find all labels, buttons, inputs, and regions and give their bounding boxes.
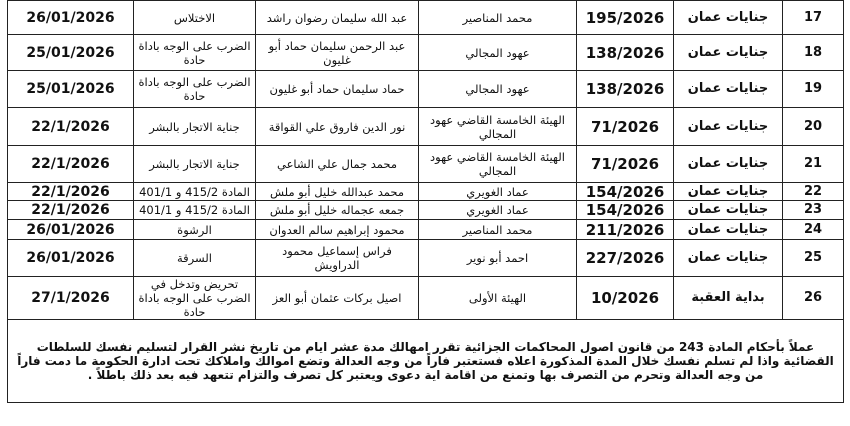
judge-panel: محمد المناصير xyxy=(419,220,577,240)
decision-date: 25/01/2026 xyxy=(8,71,134,108)
court-name: جنايات عمان xyxy=(674,35,783,71)
row-number: 25 xyxy=(783,240,844,277)
legal-notice-text: عملاً بأحكام المادة 243 من قانون اصول المحاكمات الجزائية تقرر امهالك مدة عشر ايام من تاريخ نشر القرار لتسليم نفسك للسلطات القضائية واذا لم تسلم نفسك خلال المدة المذكورة اعلاه فستعتبر فاراً من وجه العدالة وتضع اموالك واملاكك تحت ادارة الحكومة ما دمت فاراً من وجه العدالة وتحرم من التصرف بها وتمنع من اقامة اية دعوى ويعتبر كل تصرف والتزام تتعهد فيه بعد ذلك باطلاً . xyxy=(8,320,844,403)
table-row xyxy=(8,183,844,201)
decision-date: 22/1/2026 xyxy=(8,108,134,146)
table-body xyxy=(8,1,844,320)
defendant-name: محمد عبدالله خليل أبو ملش xyxy=(256,183,419,201)
table-row xyxy=(8,35,844,71)
judge-panel: محمد المناصير xyxy=(419,1,577,35)
row-number: 24 xyxy=(783,220,844,240)
defendant-name: حماد سليمان حماد أبو غليون xyxy=(256,71,419,108)
case-number: 211/2026 xyxy=(577,220,674,240)
decision-date: 26/01/2026 xyxy=(8,1,134,35)
judge-panel: عماد الغويري xyxy=(419,201,577,220)
charge-text: الاختلاس xyxy=(134,1,256,35)
row-number: 18 xyxy=(783,35,844,71)
judge-panel: احمد أبو نوير xyxy=(419,240,577,277)
decision-date: 25/01/2026 xyxy=(8,35,134,71)
court-name: بداية العقبة xyxy=(674,277,783,320)
decision-date: 27/1/2026 xyxy=(8,277,134,320)
defendant-name: محمد جمال علي الشاعي xyxy=(256,146,419,183)
judge-panel: الهيئة الخامسة القاضي عهود المجالي xyxy=(419,146,577,183)
defendant-name: فراس إسماعيل محمود الدراويش xyxy=(256,240,419,277)
court-name: جنايات عمان xyxy=(674,201,783,220)
court-name: جنايات عمان xyxy=(674,71,783,108)
table-row xyxy=(8,146,844,183)
charge-text: تحريض وتدخل في الضرب على الوجه باداة حادة xyxy=(134,277,256,320)
table-row xyxy=(8,108,844,146)
case-number: 195/2026 xyxy=(577,1,674,35)
judge-panel: عهود المجالي xyxy=(419,71,577,108)
charge-text: الرشوة xyxy=(134,220,256,240)
court-name: جنايات عمان xyxy=(674,146,783,183)
defendant-name: محمود إبراهيم سالم العدوان xyxy=(256,220,419,240)
table-row xyxy=(8,277,844,320)
case-number: 138/2026 xyxy=(577,71,674,108)
defendant-name: جمعه عجماله خليل أبو ملش xyxy=(256,201,419,220)
case-number: 71/2026 xyxy=(577,146,674,183)
decision-date: 22/1/2026 xyxy=(8,183,134,201)
row-number: 20 xyxy=(783,108,844,146)
table-row xyxy=(8,240,844,277)
row-number: 23 xyxy=(783,201,844,220)
charge-text: السرقة xyxy=(134,240,256,277)
case-number: 138/2026 xyxy=(577,35,674,71)
case-number: 71/2026 xyxy=(577,108,674,146)
fugitives-table xyxy=(7,0,844,403)
charge-text: جناية الاتجار بالبشر xyxy=(134,108,256,146)
case-number: 227/2026 xyxy=(577,240,674,277)
notice-row xyxy=(8,320,844,403)
row-number: 22 xyxy=(783,183,844,201)
judge-panel: الهيئة الخامسة القاضي عهود المجالي xyxy=(419,108,577,146)
decision-date: 22/1/2026 xyxy=(8,201,134,220)
table-row xyxy=(8,71,844,108)
charge-text: الضرب على الوجه باداة حادة xyxy=(134,35,256,71)
charge-text: جناية الاتجار بالبشر xyxy=(134,146,256,183)
defendant-name: عبد الرحمن سليمان حماد أبو غليون xyxy=(256,35,419,71)
court-name: جنايات عمان xyxy=(674,108,783,146)
court-name: جنايات عمان xyxy=(674,1,783,35)
case-number: 154/2026 xyxy=(577,183,674,201)
row-number: 26 xyxy=(783,277,844,320)
court-name: جنايات عمان xyxy=(674,240,783,277)
table-row xyxy=(8,220,844,240)
judge-panel: الهيئة الأولى xyxy=(419,277,577,320)
decision-date: 26/01/2026 xyxy=(8,240,134,277)
court-name: جنايات عمان xyxy=(674,220,783,240)
row-number: 17 xyxy=(783,1,844,35)
table-row xyxy=(8,201,844,220)
court-name: جنايات عمان xyxy=(674,183,783,201)
table-row xyxy=(8,1,844,35)
defendant-name: نور الدين فاروق علي القواقة xyxy=(256,108,419,146)
charge-text: الضرب على الوجه باداة حادة xyxy=(134,71,256,108)
defendant-name: اصيل بركات عثمان أبو العز xyxy=(256,277,419,320)
charge-text: المادة 415/2 و 401/1 xyxy=(134,183,256,201)
decision-date: 22/1/2026 xyxy=(8,146,134,183)
decision-date: 26/01/2026 xyxy=(8,220,134,240)
row-number: 21 xyxy=(783,146,844,183)
row-number: 19 xyxy=(783,71,844,108)
case-number: 154/2026 xyxy=(577,201,674,220)
case-number: 10/2026 xyxy=(577,277,674,320)
defendant-name: عبد الله سليمان رضوان راشد xyxy=(256,1,419,35)
judge-panel: عهود المجالي xyxy=(419,35,577,71)
judge-panel: عماد الغويري xyxy=(419,183,577,201)
charge-text: المادة 415/2 و 401/1 xyxy=(134,201,256,220)
